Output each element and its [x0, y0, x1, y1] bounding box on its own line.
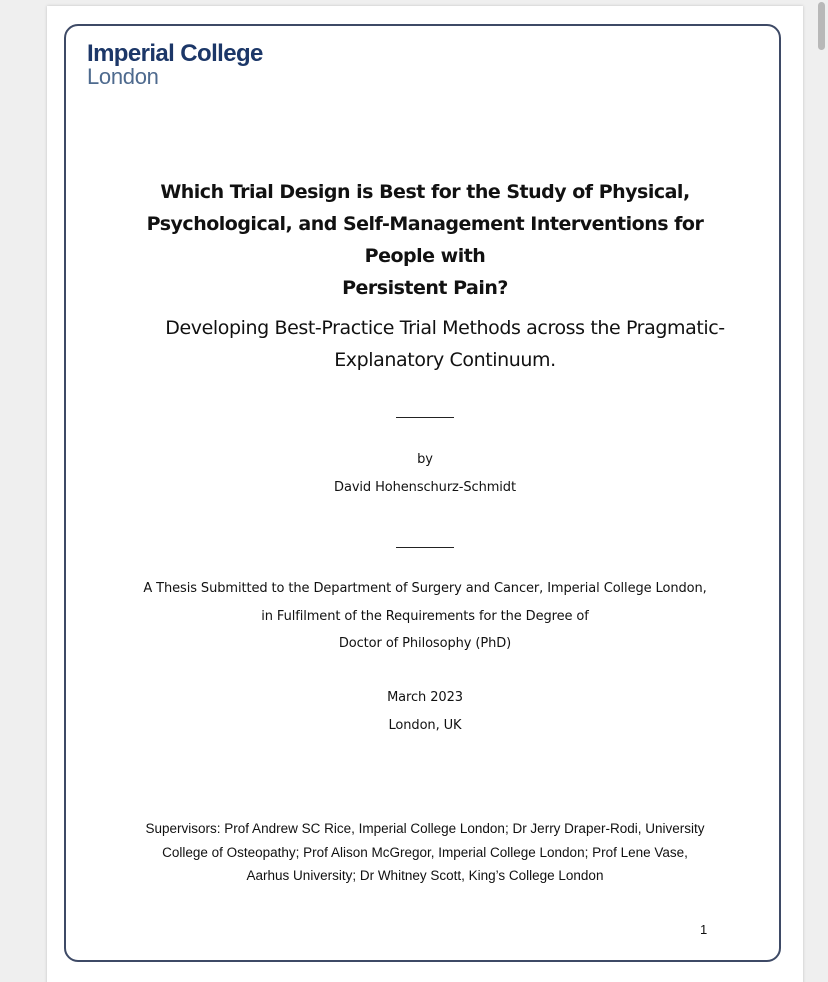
divider-rule-bottom [396, 547, 454, 548]
thesis-line-3: Doctor of Philosophy (PhD) [338, 636, 512, 651]
title-line-2: Psychological, and Self-Management Interventions for People with [146, 213, 704, 267]
title-line-3: Persistent Pain? [342, 277, 508, 299]
author-name: David Hohenschurz-Schmidt [334, 479, 516, 495]
subtitle-line-2: Explanatory Continuum. [334, 349, 556, 371]
subtitle-line-1: Developing Best-Practice Trial Methods across the Pragmatic- [165, 317, 725, 339]
thesis-line-2: in Fulfilment of the Requirements for the Degree of [261, 608, 589, 624]
divider-rule-top [396, 417, 454, 418]
supervisors-line-1: Supervisors: Prof Andrew SC Rice, Imperial College London; Dr Jerry Draper-Rodi, University [145, 821, 705, 836]
submission-place: London, UK [388, 717, 462, 733]
logo-line-2: London [87, 64, 159, 89]
title-line-1: Which Trial Design is Best for the Study of Physical, [160, 181, 690, 203]
vertical-scrollbar[interactable] [818, 2, 825, 50]
supervisors-list [135, 817, 715, 888]
supervisors-line-2: College of Osteopathy; Prof Alison McGregor, Imperial College London; Prof Lene Vase, [162, 844, 688, 860]
supervisors-line-3: Aarhus University; Dr Whitney Scott, King’s College London [246, 868, 604, 883]
thesis-subtitle [165, 312, 725, 376]
thesis-title [135, 176, 715, 304]
date-place [100, 684, 750, 739]
thesis-line-1: A Thesis Submitted to the Department of Surgery and Cancer, Imperial College London, [143, 581, 707, 596]
byline [100, 446, 750, 501]
thesis-statement [100, 575, 750, 658]
submission-date: March 2023 [387, 690, 463, 705]
imperial-college-logo [87, 42, 263, 88]
page-number: 1 [700, 922, 708, 937]
logo-line-1: Imperial College [87, 40, 263, 67]
by-label: by [417, 452, 433, 467]
